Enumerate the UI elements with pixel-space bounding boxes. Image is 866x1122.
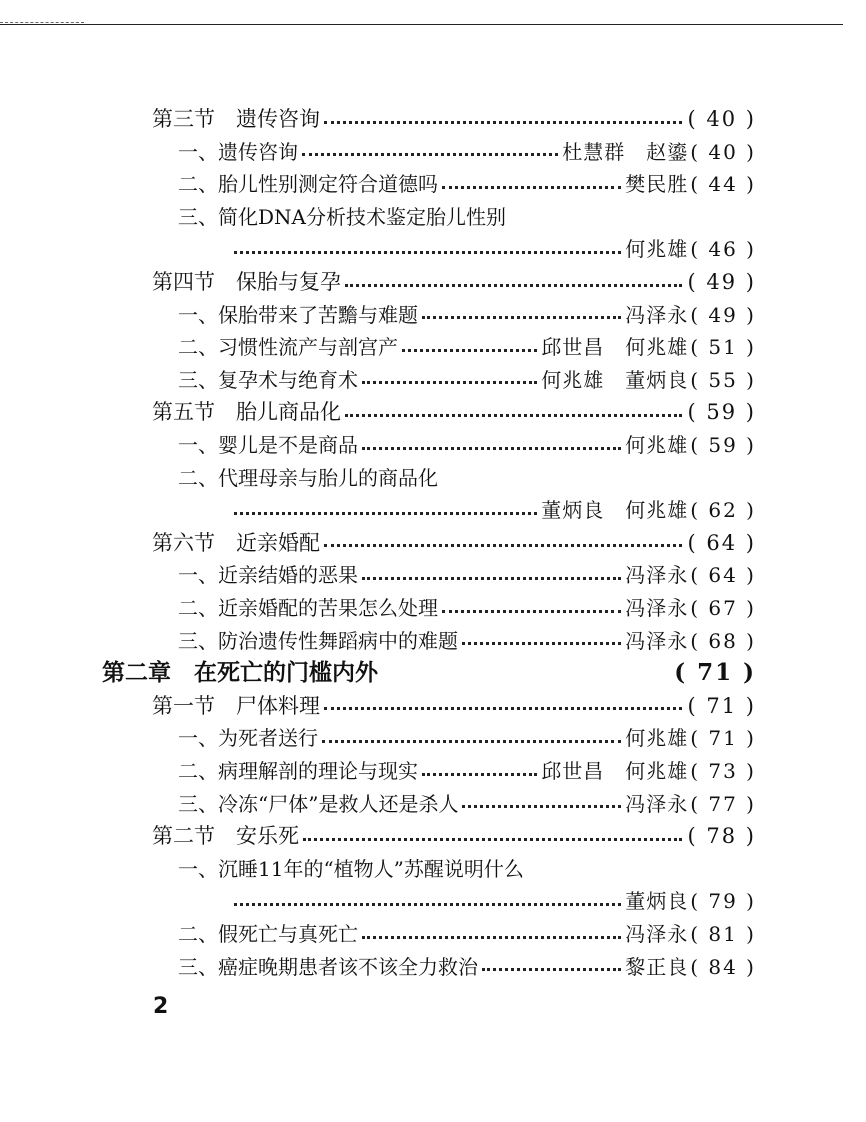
dot-leader	[302, 153, 558, 156]
toc-entry-row[interactable]	[178, 137, 756, 167]
entry-title: 三、防治遗传性舞蹈病中的难题	[178, 628, 458, 653]
entry-title: 一、保胎带来了苦黵与难题	[178, 302, 418, 327]
dot-leader	[345, 284, 682, 287]
dot-leader	[324, 544, 682, 547]
toc-entry-row[interactable]	[178, 332, 756, 362]
entry-title: 三、癌症晚期患者该不该全力救治	[178, 954, 478, 979]
entry-title: 二、胎儿性别测定符合道德吗	[178, 172, 438, 197]
entry-page: ( 55 )	[690, 367, 756, 392]
toc-section-row[interactable]	[152, 267, 756, 297]
dot-leader	[303, 838, 682, 841]
toc-entry-row[interactable]	[178, 593, 756, 623]
entry-page: ( 71 )	[674, 659, 756, 687]
entry-page: ( 44 )	[690, 172, 756, 197]
dot-leader	[462, 642, 621, 645]
entry-page: ( 51 )	[690, 335, 756, 360]
dot-leader	[402, 349, 537, 352]
entry-page: ( 67 )	[690, 596, 756, 620]
dot-leader	[324, 121, 682, 124]
entry-page: ( 64 )	[687, 530, 756, 555]
entry-title: 一、沉睡11年的“植物人”苏醒说明什么	[178, 856, 524, 881]
entry-authors: 董炳良	[625, 889, 689, 914]
entry-title: 二、病理解剖的理论与现实	[178, 759, 418, 783]
entry-page: ( 46 )	[690, 237, 756, 262]
entry-title: 第一节 尸体料理	[152, 693, 320, 718]
entry-title: 二、代理母亲与胎儿的商品化	[178, 465, 438, 490]
entry-page: ( 79 )	[690, 889, 756, 914]
entry-title: 二、假死亡与真死亡	[178, 922, 358, 946]
entry-page: ( 49 )	[690, 302, 756, 327]
toc-section-row[interactable]	[152, 104, 756, 134]
toc-section-row[interactable]	[152, 528, 756, 558]
entry-page: ( 59 )	[690, 433, 756, 457]
entry-page: ( 64 )	[690, 563, 756, 588]
entry-authors: 何兆雄	[625, 433, 689, 457]
entry-page: ( 40 )	[687, 107, 756, 131]
toc-chapter-row[interactable]	[102, 658, 756, 688]
entry-title: 第四节 保胎与复孕	[152, 270, 341, 294]
dot-leader	[234, 251, 621, 254]
toc-entry-row[interactable]	[178, 626, 756, 656]
entry-authors: 冯泽永	[625, 302, 689, 327]
header-rule-dashed	[0, 22, 84, 23]
dot-leader	[442, 186, 621, 189]
entry-page: ( 81 )	[690, 922, 756, 946]
toc-entry-row[interactable]	[178, 430, 756, 460]
entry-page: ( 68 )	[690, 628, 756, 653]
entry-authors: 冯泽永	[625, 563, 689, 588]
toc-entry-row[interactable]	[178, 789, 756, 819]
entry-title: 二、近亲婚配的苦果怎么处理	[178, 596, 438, 620]
entry-title: 二、习惯性流产与剖宫产	[178, 335, 398, 360]
entry-page: ( 78 )	[687, 824, 756, 849]
dot-leader	[462, 805, 621, 808]
entry-authors: 杜慧群 赵鎏	[562, 139, 689, 164]
toc-entry-row[interactable]	[178, 300, 756, 330]
toc-entry-row[interactable]	[178, 952, 756, 982]
entry-page: ( 84 )	[690, 954, 756, 979]
entry-page: ( 73 )	[690, 759, 756, 783]
entry-authors: 邱世昌 何兆雄	[541, 759, 689, 783]
toc-section-row[interactable]	[152, 397, 756, 427]
entry-authors: 冯泽永	[625, 791, 689, 816]
toc-entry-row[interactable]	[230, 886, 756, 916]
dot-leader	[324, 707, 682, 710]
dot-leader	[322, 740, 621, 743]
entry-title: 第二章 在死亡的门槛内外	[102, 659, 378, 687]
toc-entry-row[interactable]	[230, 234, 756, 264]
toc-entry-row[interactable]	[178, 560, 756, 590]
toc-entry-row[interactable]	[178, 854, 524, 884]
toc-entry-row[interactable]	[178, 723, 756, 753]
dot-leader	[234, 903, 621, 906]
entry-title: 第五节 胎儿商品化	[152, 400, 341, 425]
entry-authors: 樊民胜	[625, 172, 689, 197]
entry-page: ( 59 )	[687, 400, 756, 425]
entry-title: 一、婴儿是不是商品	[178, 433, 358, 457]
dot-leader	[345, 414, 682, 417]
entry-authors: 冯泽永	[625, 922, 689, 946]
entry-title: 第六节 近亲婚配	[152, 530, 320, 555]
entry-page: ( 71 )	[687, 693, 756, 718]
entry-title: 三、冷冻“尸体”是救人还是杀人	[178, 791, 459, 816]
entry-authors: 董炳良 何兆雄	[541, 498, 689, 523]
entry-title: 一、为死者送行	[178, 726, 318, 751]
entry-title: 第三节 遗传咨询	[152, 107, 320, 131]
dot-leader	[362, 447, 621, 450]
entry-page: ( 40 )	[690, 139, 756, 164]
entry-authors: 冯泽永	[625, 628, 689, 653]
dot-leader	[442, 610, 621, 613]
entry-page: ( 71 )	[690, 726, 756, 751]
entry-page: ( 77 )	[690, 791, 756, 816]
entry-title: 第二节 安乐死	[152, 824, 299, 849]
entry-title: 一、近亲结婚的恶果	[178, 563, 358, 588]
toc-entry-row[interactable]	[178, 202, 506, 232]
entry-title: 三、复孕术与绝育术	[178, 367, 358, 392]
dot-leader	[362, 577, 621, 580]
entry-authors: 邱世昌 何兆雄	[541, 335, 689, 360]
entry-page: ( 49 )	[687, 270, 756, 294]
toc-entry-row[interactable]	[178, 919, 756, 949]
toc-section-row[interactable]	[152, 691, 756, 721]
toc-entry-row[interactable]	[178, 756, 756, 786]
entry-authors: 何兆雄 董炳良	[541, 367, 689, 392]
page-number: 2	[153, 994, 169, 1019]
dot-leader	[362, 381, 537, 384]
toc-entry-row[interactable]	[178, 365, 756, 395]
entry-authors: 冯泽永	[625, 596, 689, 620]
dot-leader	[234, 512, 537, 515]
toc-entry-row[interactable]	[178, 169, 756, 199]
entry-title: 一、遗传咨询	[178, 139, 298, 164]
entry-authors: 黎正良	[625, 954, 689, 979]
dot-leader	[422, 773, 537, 776]
entry-authors: 何兆雄	[625, 237, 689, 262]
dot-leader	[422, 316, 621, 319]
dot-leader	[362, 936, 621, 939]
entry-page: ( 62 )	[690, 498, 756, 523]
dot-leader	[482, 968, 621, 971]
entry-authors: 何兆雄	[625, 726, 689, 751]
entry-title: 三、简化DNA分析技术鉴定胎儿性别	[178, 204, 506, 229]
header-rule	[0, 24, 843, 25]
toc-entry-row[interactable]	[230, 495, 756, 525]
toc-entry-row[interactable]	[178, 463, 438, 493]
toc-section-row[interactable]	[152, 821, 756, 851]
